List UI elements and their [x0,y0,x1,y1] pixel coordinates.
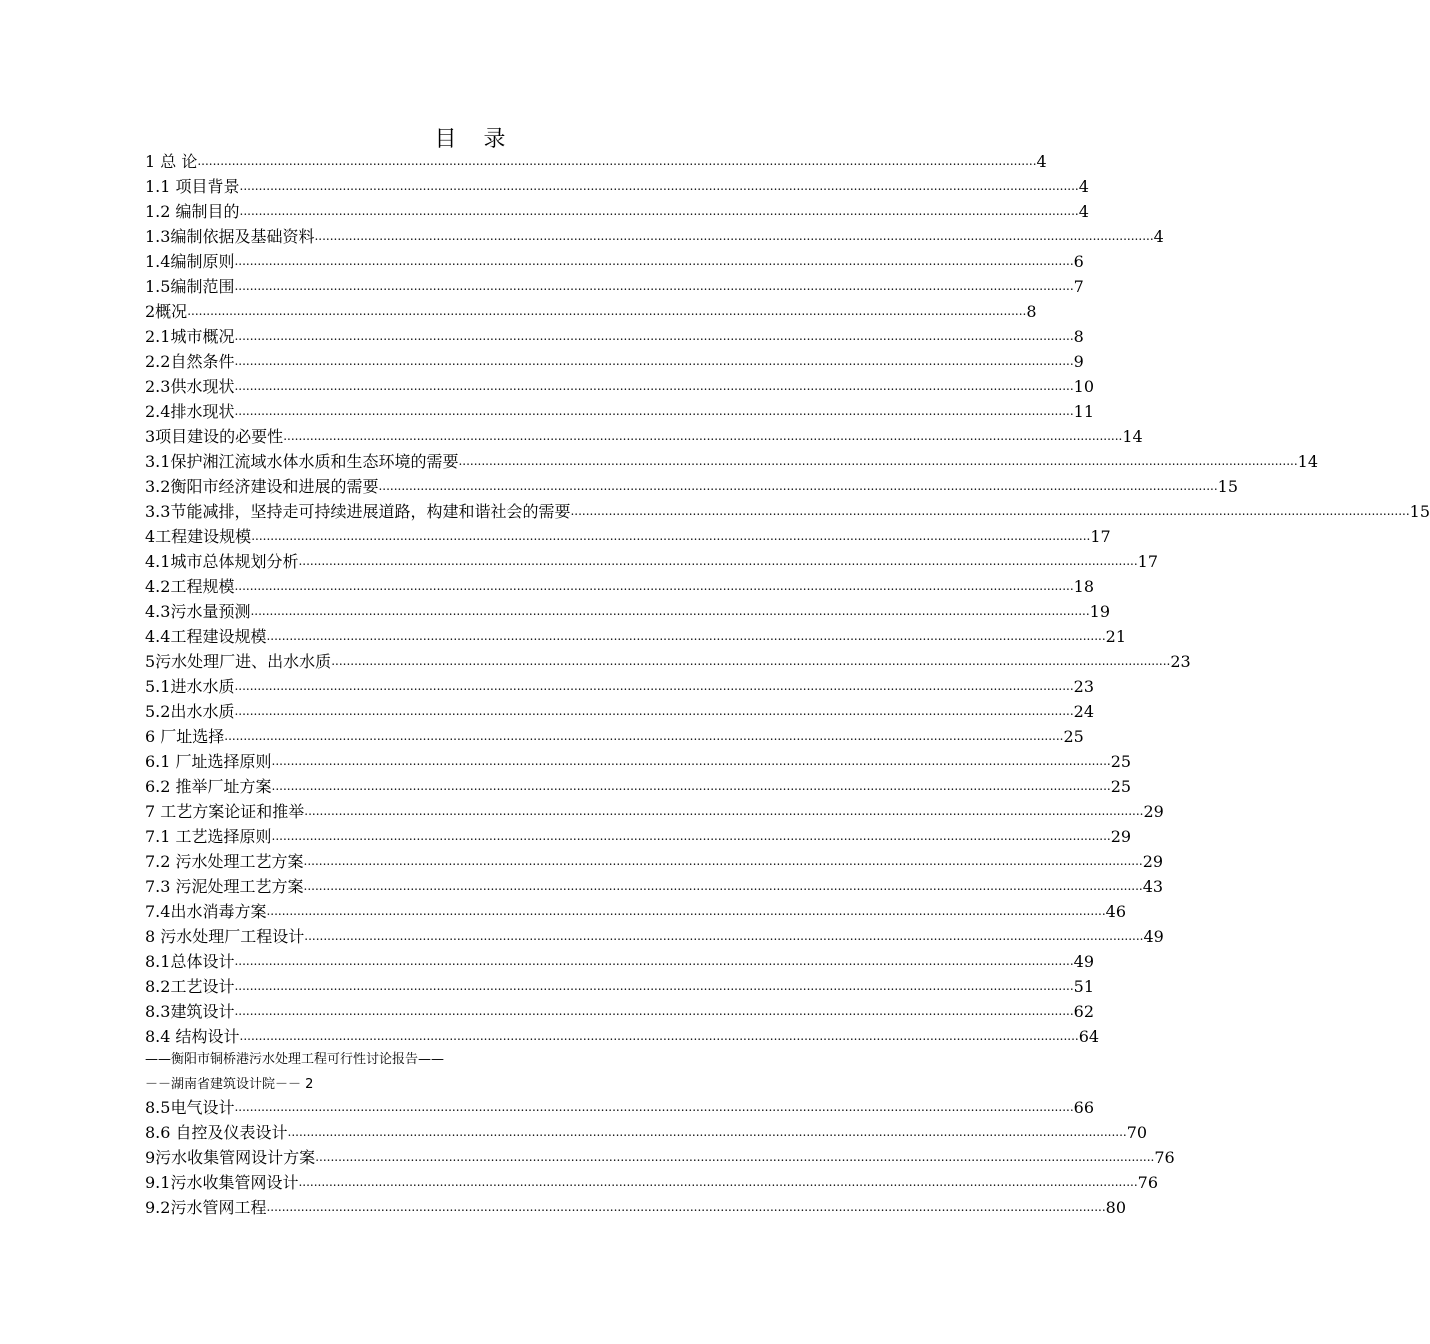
toc-dot-leader: ............................................................................................................................................................................................................................ [239,179,1079,193]
toc-entry [145,449,1318,474]
toc-dot-leader: ............................................................................................................................................................................................................................ [234,954,1074,968]
toc-entry-page-number: 23 [1073,677,1094,696]
toc-entry-page-number: 17 [1137,552,1158,571]
toc-entry-label: 2.4排水现状 [145,402,235,421]
toc-entry [145,924,1164,949]
toc-entry-page-number: 23 [1170,652,1191,671]
toc-entry [145,424,1143,449]
toc-entry [145,349,1084,374]
toc-dot-leader: ............................................................................................................................................................................................................................ [197,154,1037,168]
toc-entry-page-number: 24 [1073,702,1094,721]
toc-dot-leader: ............................................................................................................................................................................................................................ [298,1175,1138,1189]
toc-entry-label: 6 厂址选择 [145,727,225,746]
toc-entry-label: 5.1进水水质 [145,677,235,696]
toc-dot-leader: ............................................................................................................................................................................................................................ [570,504,1410,518]
toc-entry-page-number: 11 [1073,402,1094,421]
toc-entry-label: 1.3编制依据及基础资料 [145,227,315,246]
toc-entry-label: 4.3污水量预测 [145,602,251,621]
toc-entry-page-number: 15 [1409,502,1430,521]
toc-dot-leader: ............................................................................................................................................................................................................................ [251,529,1091,543]
toc-entry-page-number: 76 [1154,1148,1175,1167]
toc-entry [145,474,1238,499]
toc-entry-page-number: 43 [1142,877,1164,896]
toc-entry-page-number: 29 [1110,827,1132,846]
toc-entry-label: 8.1总体设计 [145,952,235,971]
toc-entry [145,974,1094,999]
toc-entry-page-number: 25 [1110,777,1132,796]
toc-entry [145,624,1126,649]
toc-entry-page-number: 8 [1073,327,1084,346]
toc-dot-leader: ............................................................................................................................................................................................................................ [234,704,1074,718]
toc-entry-page-number: 14 [1297,452,1318,471]
toc-entry [145,574,1094,599]
toc-entry [145,649,1191,674]
toc-entry [145,149,1047,174]
toc-entry-label: 4工程建设规模 [145,527,252,546]
toc-entry-label: 3.1保护湘江流域水体水质和生态环境的需要 [145,452,459,471]
toc-entry-page-number: 46 [1105,902,1126,921]
toc-entry [145,174,1089,199]
toc-entry-label: 3项目建设的必要性 [145,427,284,446]
toc-entry-page-number: 4 [1036,152,1047,171]
toc-entry-label: 8.4 结构设计 [145,1027,240,1046]
toc-dot-leader: ............................................................................................................................................................................................................................ [378,479,1218,493]
toc-dot-leader: ............................................................................................................................................................................................................................ [331,654,1171,668]
toc-entry [145,799,1164,824]
toc-entry-page-number: 7 [1073,277,1084,296]
toc-entry-label: 1.2 编制目的 [145,202,240,221]
toc-dot-leader: ............................................................................................................................................................................................................................ [234,679,1074,693]
toc-dot-leader: ............................................................................................................................................................................................................................ [266,904,1106,918]
toc-dot-leader: ............................................................................................................................................................................................................................ [271,779,1111,793]
toc-dot-leader: ............................................................................................................................................................................................................................ [234,1100,1074,1114]
toc-entry-label: 2.3供水现状 [145,377,235,396]
toc-entry [145,224,1164,249]
toc-entry [145,549,1158,574]
toc-entry [145,724,1084,749]
toc-entry-page-number: 25 [1063,727,1084,746]
toc-entry-page-number: 4 [1153,227,1164,246]
toc-entry-label: 9污水收集管网设计方案 [145,1148,316,1167]
toc-entry [145,249,1084,274]
toc-dot-leader: ............................................................................................................................................................................................................................ [234,404,1074,418]
toc-entry-label: 9.1污水收集管网设计 [145,1173,299,1192]
toc-dot-leader: ............................................................................................................................................................................................................................ [271,754,1111,768]
toc-entry-page-number: 17 [1090,527,1111,546]
toc-entry [145,199,1089,224]
toc-entry-label: 1.1 项目背景 [145,177,240,196]
toc-dot-leader: ............................................................................................................................................................................................................................ [234,279,1074,293]
toc-entry [145,1120,1148,1145]
toc-dot-leader: ............................................................................................................................................................................................................................ [283,429,1123,443]
toc-entry-label: 2概况 [145,302,188,321]
toc-entry-label: 5.2出水水质 [145,702,235,721]
toc-entry [145,849,1164,874]
toc-entry-page-number: 25 [1110,752,1132,771]
toc-dot-leader: ............................................................................................................................................................................................................................ [234,579,1074,593]
toc-entry [145,749,1132,774]
toc-entry-page-number: 15 [1217,477,1238,496]
toc-entry [145,599,1110,624]
toc-entry-label: 8.3建筑设计 [145,1002,235,1021]
toc-entry [145,1095,1094,1120]
toc-entry-page-number: 21 [1105,627,1126,646]
toc-dot-leader: ............................................................................................................................................................................................................................ [266,1200,1106,1214]
toc-dot-leader: ............................................................................................................................................................................................................................ [304,929,1144,943]
toc-dot-leader: ............................................................................................................................................................................................................................ [234,354,1074,368]
toc-entry [145,1195,1126,1220]
toc-entry-page-number: 64 [1078,1027,1100,1046]
toc-entry-page-number: 4 [1078,177,1089,196]
toc-dot-leader: ............................................................................................................................................................................................................................ [315,1150,1155,1164]
footer-institute-page: －－湖南省建筑设计院－－ 2 [145,1077,314,1092]
toc-entry [145,374,1094,399]
toc-entry-label: 2.1城市概况 [145,327,235,346]
toc-entry-page-number: 10 [1073,377,1094,396]
toc-entry-label: 8.2工艺设计 [145,977,235,996]
page-title: 目 录 [434,127,516,152]
toc-entry-label: 2.2自然条件 [145,352,235,371]
toc-dot-leader: ............................................................................................................................................................................................................................ [234,1004,1074,1018]
toc-entry-label: 7 工艺方案论证和推举 [145,802,305,821]
toc-entry-label: 7.2 污水处理工艺方案 [145,852,304,871]
toc-dot-leader: ............................................................................................................................................................................................................................ [250,604,1090,618]
toc-entry-label: 3.2衡阳市经济建设和进展的需要 [145,477,379,496]
toc-entry-page-number: 76 [1137,1173,1158,1192]
toc-dot-leader: ............................................................................................................................................................................................................................ [266,629,1106,643]
toc-dot-leader: ............................................................................................................................................................................................................................ [304,804,1144,818]
toc-entry-page-number: 4 [1078,202,1089,221]
toc-entry-page-number: 70 [1126,1123,1148,1142]
toc-dot-leader: ............................................................................................................................................................................................................................ [314,229,1154,243]
toc-entry [145,699,1094,724]
toc-entry-page-number: 29 [1143,802,1164,821]
toc-entry-label: 7.4出水消毒方案 [145,902,267,921]
toc-entry-label: 4.1城市总体规划分析 [145,552,299,571]
toc-dot-leader: ............................................................................................................................................................................................................................ [234,979,1074,993]
toc-entry-page-number: 29 [1142,852,1164,871]
toc-dot-leader: ............................................................................................................................................................................................................................ [287,1125,1127,1139]
toc-entry-page-number: 18 [1073,577,1094,596]
toc-entry [145,774,1132,799]
toc-entry-page-number: 62 [1073,1002,1094,1021]
toc-entry-label: 4.4工程建设规模 [145,627,267,646]
toc-entry-page-number: 51 [1073,977,1094,996]
toc-entry [145,274,1084,299]
toc-dot-leader: ............................................................................................................................................................................................................................ [458,454,1298,468]
toc-entry-label: 3.3节能减排，坚持走可持续进展道路，构建和谐社会的需要 [145,502,571,521]
toc-entry-page-number: 19 [1089,602,1110,621]
toc-entry [145,674,1094,699]
toc-entry [145,1170,1158,1195]
toc-entry [145,499,1430,524]
toc-dot-leader: ............................................................................................................................................................................................................................ [239,204,1079,218]
toc-entry-label: 7.1 工艺选择原则 [145,827,272,846]
toc-entry-label: 4.2工程规模 [145,577,235,596]
toc-entry [145,524,1111,549]
toc-dot-leader: ............................................................................................................................................................................................................................ [303,854,1143,868]
toc-entry [145,1024,1100,1049]
toc-entry-label: 9.2污水管网工程 [145,1198,267,1217]
toc-entry-label: 8.5电气设计 [145,1098,235,1117]
toc-entry-label: 5污水处理厂进、出水水质 [145,652,332,671]
toc-entry-page-number: 14 [1122,427,1143,446]
toc-entry-label: 1.4编制原则 [145,252,235,271]
toc-entry-page-number: 8 [1026,302,1037,321]
toc-entry [145,399,1094,424]
toc-dot-leader: ............................................................................................................................................................................................................................ [234,329,1074,343]
toc-dot-leader: ............................................................................................................................................................................................................................ [234,379,1074,393]
toc-dot-leader: ............................................................................................................................................................................................................................ [224,729,1064,743]
toc-entry-page-number: 80 [1105,1198,1126,1217]
toc-entry-label: 6.2 推举厂址方案 [145,777,272,796]
toc-dot-leader: ............................................................................................................................................................................................................................ [239,1029,1079,1043]
toc-dot-leader: ............................................................................................................................................................................................................................ [187,304,1027,318]
toc-entry [145,874,1164,899]
toc-entry-page-number: 49 [1073,952,1094,971]
toc-entry-label: 8 污水处理厂工程设计 [145,927,305,946]
footer-report-title: ——衡阳市铜桥港污水处理工程可行性讨论报告—— [145,1052,445,1067]
toc-entry [145,299,1037,324]
toc-entry [145,1145,1175,1170]
toc-entry-label: 6.1 厂址选择原则 [145,752,272,771]
toc-entry-page-number: 49 [1143,927,1164,946]
toc-entry [145,949,1094,974]
toc-entry [145,824,1132,849]
toc-entry-page-number: 6 [1073,252,1084,271]
toc-entry [145,899,1126,924]
toc-dot-leader: ............................................................................................................................................................................................................................ [234,254,1074,268]
toc-dot-leader: ............................................................................................................................................................................................................................ [298,554,1138,568]
toc-entry-label: 8.6 自控及仪表设计 [145,1123,288,1142]
toc-dot-leader: ............................................................................................................................................................................................................................ [303,879,1143,893]
toc-entry-page-number: 66 [1073,1098,1094,1117]
toc-entry-page-number: 9 [1073,352,1084,371]
toc-entry-label: 1 总 论 [145,152,198,171]
toc-dot-leader: ............................................................................................................................................................................................................................ [271,829,1111,843]
toc-entry [145,999,1094,1024]
toc-entry [145,324,1084,349]
toc-entry-label: 7.3 污泥处理工艺方案 [145,877,304,896]
toc-entry-label: 1.5编制范围 [145,277,235,296]
